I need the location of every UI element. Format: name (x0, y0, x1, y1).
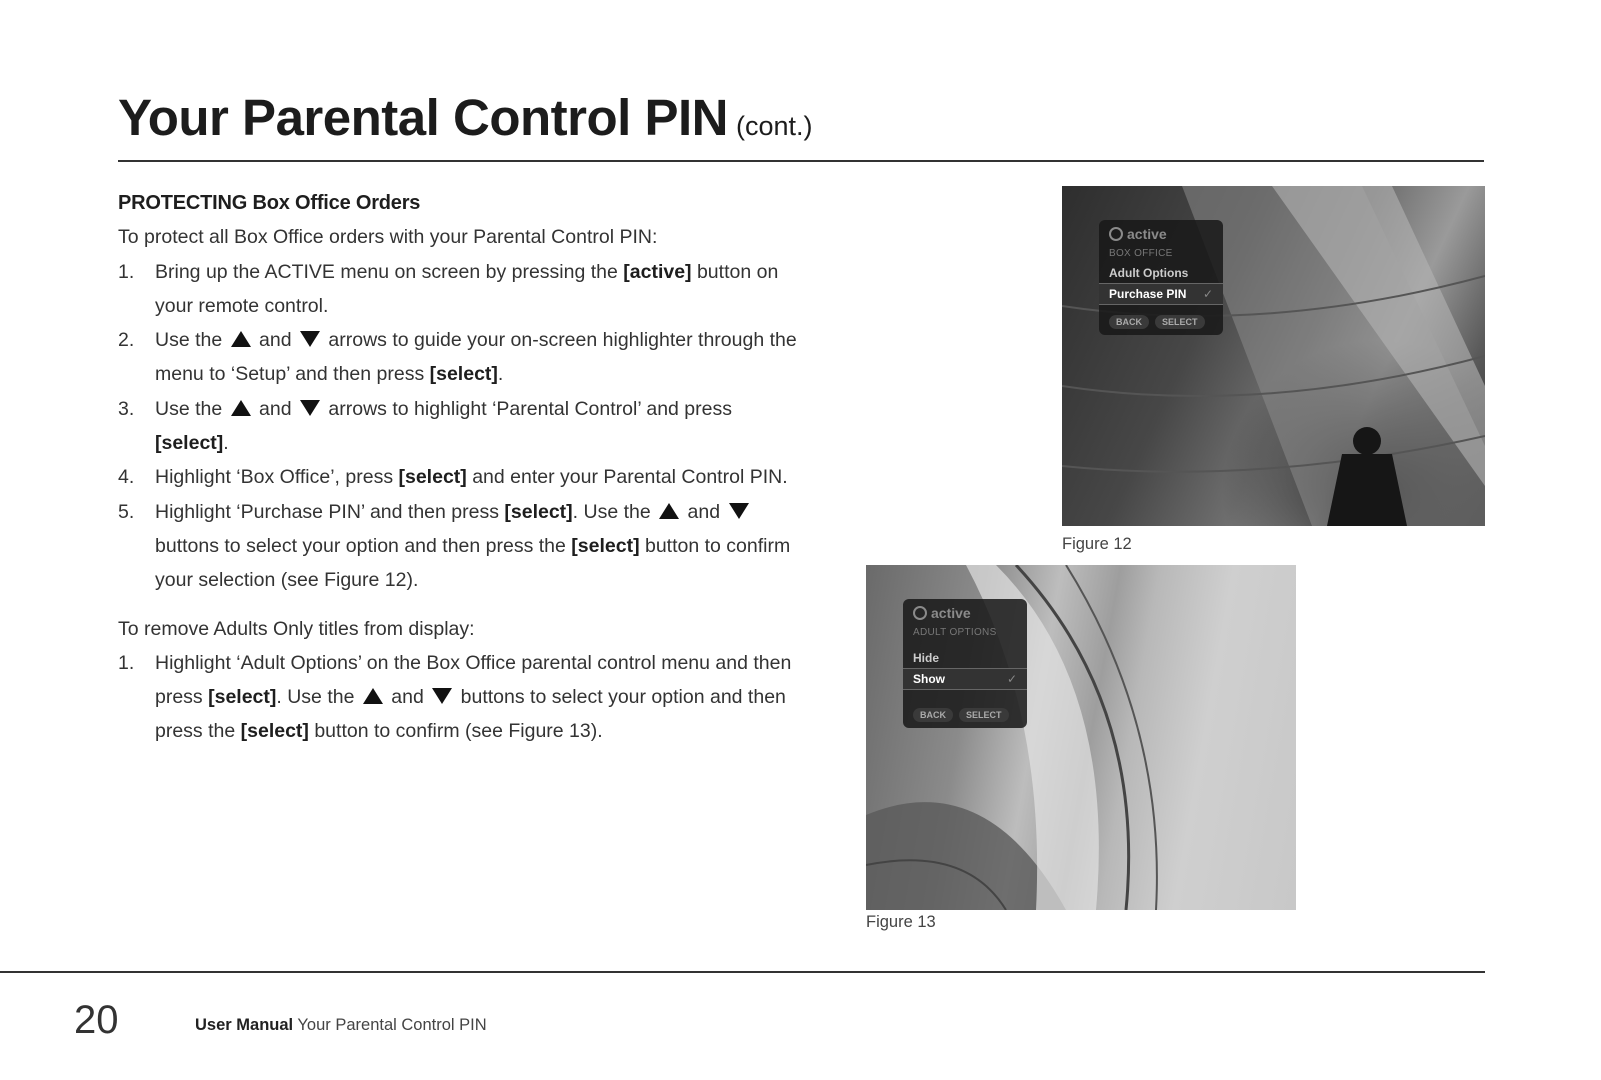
select-key-label: [select] (398, 466, 467, 489)
osd-menu (903, 599, 1027, 728)
menu-header: BOX OFFICE (1109, 248, 1173, 259)
menu-header: ADULT OPTIONS (913, 627, 997, 638)
footer-section: Your Parental Control PIN (297, 1016, 487, 1034)
menu-item-adult-options: Adult Options (1109, 266, 1189, 280)
down-arrow-icon (729, 503, 749, 519)
step-text-part: Bring up the ACTIVE menu on screen by pressing the (155, 260, 624, 283)
header-divider (118, 160, 1484, 162)
step-text-part: . Use the (276, 686, 360, 709)
brand-label: active (931, 605, 971, 621)
step-3 (118, 392, 798, 461)
figure-13-screenshot (866, 565, 1296, 910)
step-text-part: and (385, 686, 430, 709)
step-text-part: and enter your Parental Control PIN. (466, 466, 788, 489)
select-key-label: [select] (504, 500, 573, 523)
up-arrow-icon (231, 400, 251, 416)
step-text-part: . (223, 432, 229, 455)
brand-label: active (1127, 226, 1167, 242)
step-2 (118, 323, 798, 392)
step-text-part: button on your remote control. (155, 260, 779, 317)
page-number: 20 (74, 998, 119, 1042)
down-arrow-icon (300, 400, 320, 416)
step-number: 3. (118, 397, 135, 420)
remove-intro: To remove Adults Only titles from display: (118, 617, 475, 640)
footer-text (195, 1016, 487, 1035)
step-text-part: Use the (155, 397, 228, 420)
step-text (155, 392, 798, 461)
select-key-label: [select] (571, 534, 640, 557)
step-text (155, 495, 798, 598)
brand (1099, 220, 1223, 244)
select-button: SELECT (1155, 315, 1205, 329)
check-icon: ✓ (1202, 287, 1213, 301)
step-4 (118, 460, 798, 494)
step-text-part: and (682, 500, 726, 523)
step-text-part: buttons to select your option and then press the (155, 534, 572, 557)
page-title-main: Your Parental Control PIN (118, 89, 728, 146)
step-number: 4. (118, 466, 135, 489)
step-text-part: . Use the (572, 500, 657, 523)
step-number: 5. (118, 500, 135, 523)
menu-item-show (903, 668, 1027, 690)
figure-12-caption: Figure 12 (1062, 535, 1132, 553)
back-button: BACK (1109, 315, 1149, 329)
select-key-label: [select] (429, 363, 498, 386)
down-arrow-icon (432, 688, 452, 704)
menu-buttons (1099, 305, 1223, 335)
active-key-label: [active] (623, 260, 692, 283)
step-number: 2. (118, 329, 135, 352)
step-5 (118, 495, 798, 598)
select-key-label: [select] (155, 432, 224, 455)
step-text-part: Highlight ‘Adult Options’ on the Box Office parental control menu and then press (155, 651, 792, 709)
osd-menu (1099, 220, 1223, 335)
remove-step-1 (118, 646, 798, 749)
step-number: 1. (118, 651, 135, 674)
instructions (118, 186, 798, 749)
step-text (155, 460, 798, 494)
step-text-part: Highlight ‘Box Office’, press (155, 466, 399, 489)
step-text-part: buttons to select your option and then press the (155, 686, 786, 743)
up-arrow-icon (231, 331, 251, 347)
select-button: SELECT (959, 708, 1009, 722)
step-text-part: arrows to guide your on-screen highlighter through the menu to ‘Setup’ and then press (155, 329, 797, 386)
step-text-part: button to confirm (see Figure 13). (308, 720, 603, 743)
footer-manual: User Manual (195, 1016, 294, 1034)
brand (903, 599, 1027, 623)
up-arrow-icon (659, 503, 679, 519)
down-arrow-icon (300, 331, 320, 347)
check-icon: ✓ (1006, 672, 1017, 686)
select-key-label: [select] (208, 686, 277, 709)
step-text-part: arrows to highlight ‘Parental Control’ and press (323, 397, 732, 420)
step-text (155, 646, 798, 749)
active-logo-icon (913, 606, 927, 620)
step-text (155, 255, 798, 324)
step-text-part: . (497, 363, 504, 386)
menu-item-label: Purchase PIN (1109, 287, 1187, 301)
step-text-part: and (253, 397, 297, 420)
menu-buttons (903, 690, 1027, 728)
step-text-part: Highlight ‘Purchase PIN’ and then press (155, 500, 505, 523)
figure-13-caption: Figure 13 (866, 913, 936, 931)
section-heading: PROTECTING Box Office Orders (118, 192, 421, 214)
menu-item-hide: Hide (913, 651, 940, 665)
step-text-part: button to confirm your selection (see Figure 12). (155, 534, 791, 592)
footer-divider (0, 971, 1485, 973)
step-1 (118, 255, 798, 324)
step-text (155, 323, 798, 392)
back-button: BACK (913, 708, 953, 722)
section-intro: To protect all Box Office orders with your Parental Control PIN: (118, 226, 658, 249)
active-logo-icon (1109, 227, 1123, 241)
menu-item-label: Show (913, 672, 945, 686)
up-arrow-icon (363, 688, 383, 704)
select-key-label: [select] (240, 720, 309, 743)
step-number: 1. (118, 260, 135, 283)
page-title (118, 88, 813, 147)
step-text-part: and (253, 329, 297, 352)
step-text-part: Use the (155, 329, 228, 352)
page-title-suffix: (cont.) (735, 111, 813, 141)
figure-12-screenshot (1062, 186, 1485, 526)
menu-item-purchase-pin (1099, 283, 1223, 305)
